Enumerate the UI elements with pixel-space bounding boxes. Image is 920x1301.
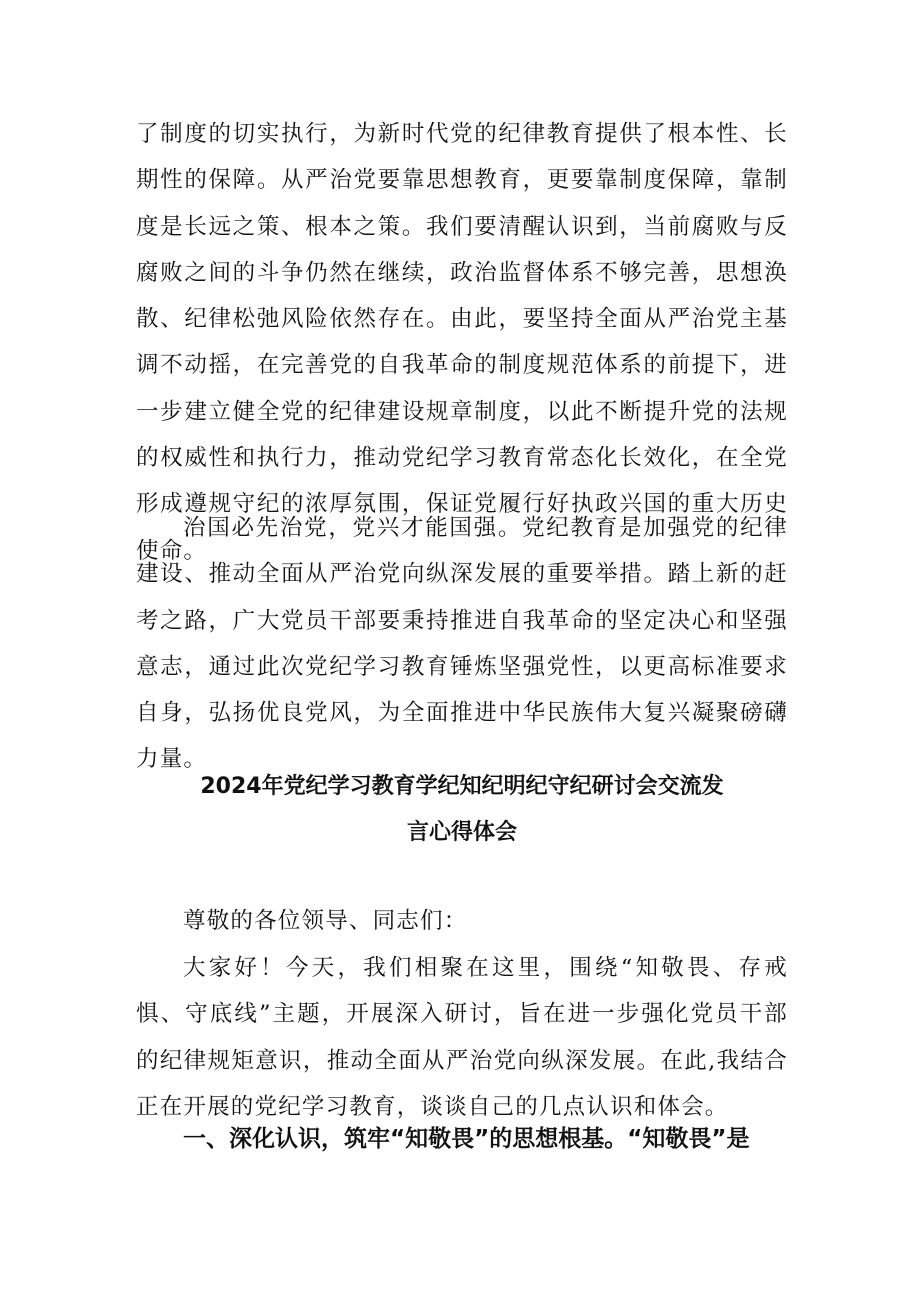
document-title-line-1: 2024年党纪学习教育学纪知纪明纪守纪研讨会交流发 [200, 774, 724, 799]
section-heading-1: 一、深化认识，筑牢“知敬畏”的思想根基。“知敬畏”是 [183, 1126, 750, 1152]
body-paragraph-2: 治国必先治党，党兴才能国强。党纪教育是加强党的纪律建设、推动全面从严治党向纵深发展的重要举措。踏上新的赶考之路，广大党员干部要秉持推进自我革命的坚定决心和坚强意志，通过此次党纪学习教育锤炼坚强党性，以更高标准要求自身，弘扬优良党风，为全面推进中华民族伟大复兴凝聚磅礴力量。 [136, 515, 788, 773]
document-title-line-2: 言心得体会 [406, 820, 517, 845]
body-paragraph-3: 大家好！今天，我们相聚在这里，围绕“知敬畏、存戒惧、守底线”主题，开展深入研讨，旨在进一步强化党员干部的纪律规矩意识，推动全面从严治党向纵深发展。在此,我结合正在开展的党纪学习教育，谈谈自己的几点认识和体会。 [136, 955, 788, 1120]
body-paragraph-1: 了制度的切实执行，为新时代党的纪律教育提供了根本性、长期性的保障。从严治党要靠思想教育，更要靠制度保障，靠制度是长远之策、根本之策。我们要清醒认识到，当前腐败与反腐败之间的斗争仍然在继续，政治监督体系不够完善，思想涣散、纪律松弛风险依然存在。由此，要坚持全面从严治党主基调不动摇，在完善党的自我革命的制度规范体系的前提下，进一步建立健全党的纪律建设规章制度，以此不断提升党的法规的权威性和执行力，推动党纪学习教育常态化长效化，在全党形成遵规守纪的浓厚氛围，保证党履行好执政兴国的重大历史使命。 [136, 121, 788, 564]
salutation: 尊敬的各位领导、同志们： [183, 908, 468, 934]
